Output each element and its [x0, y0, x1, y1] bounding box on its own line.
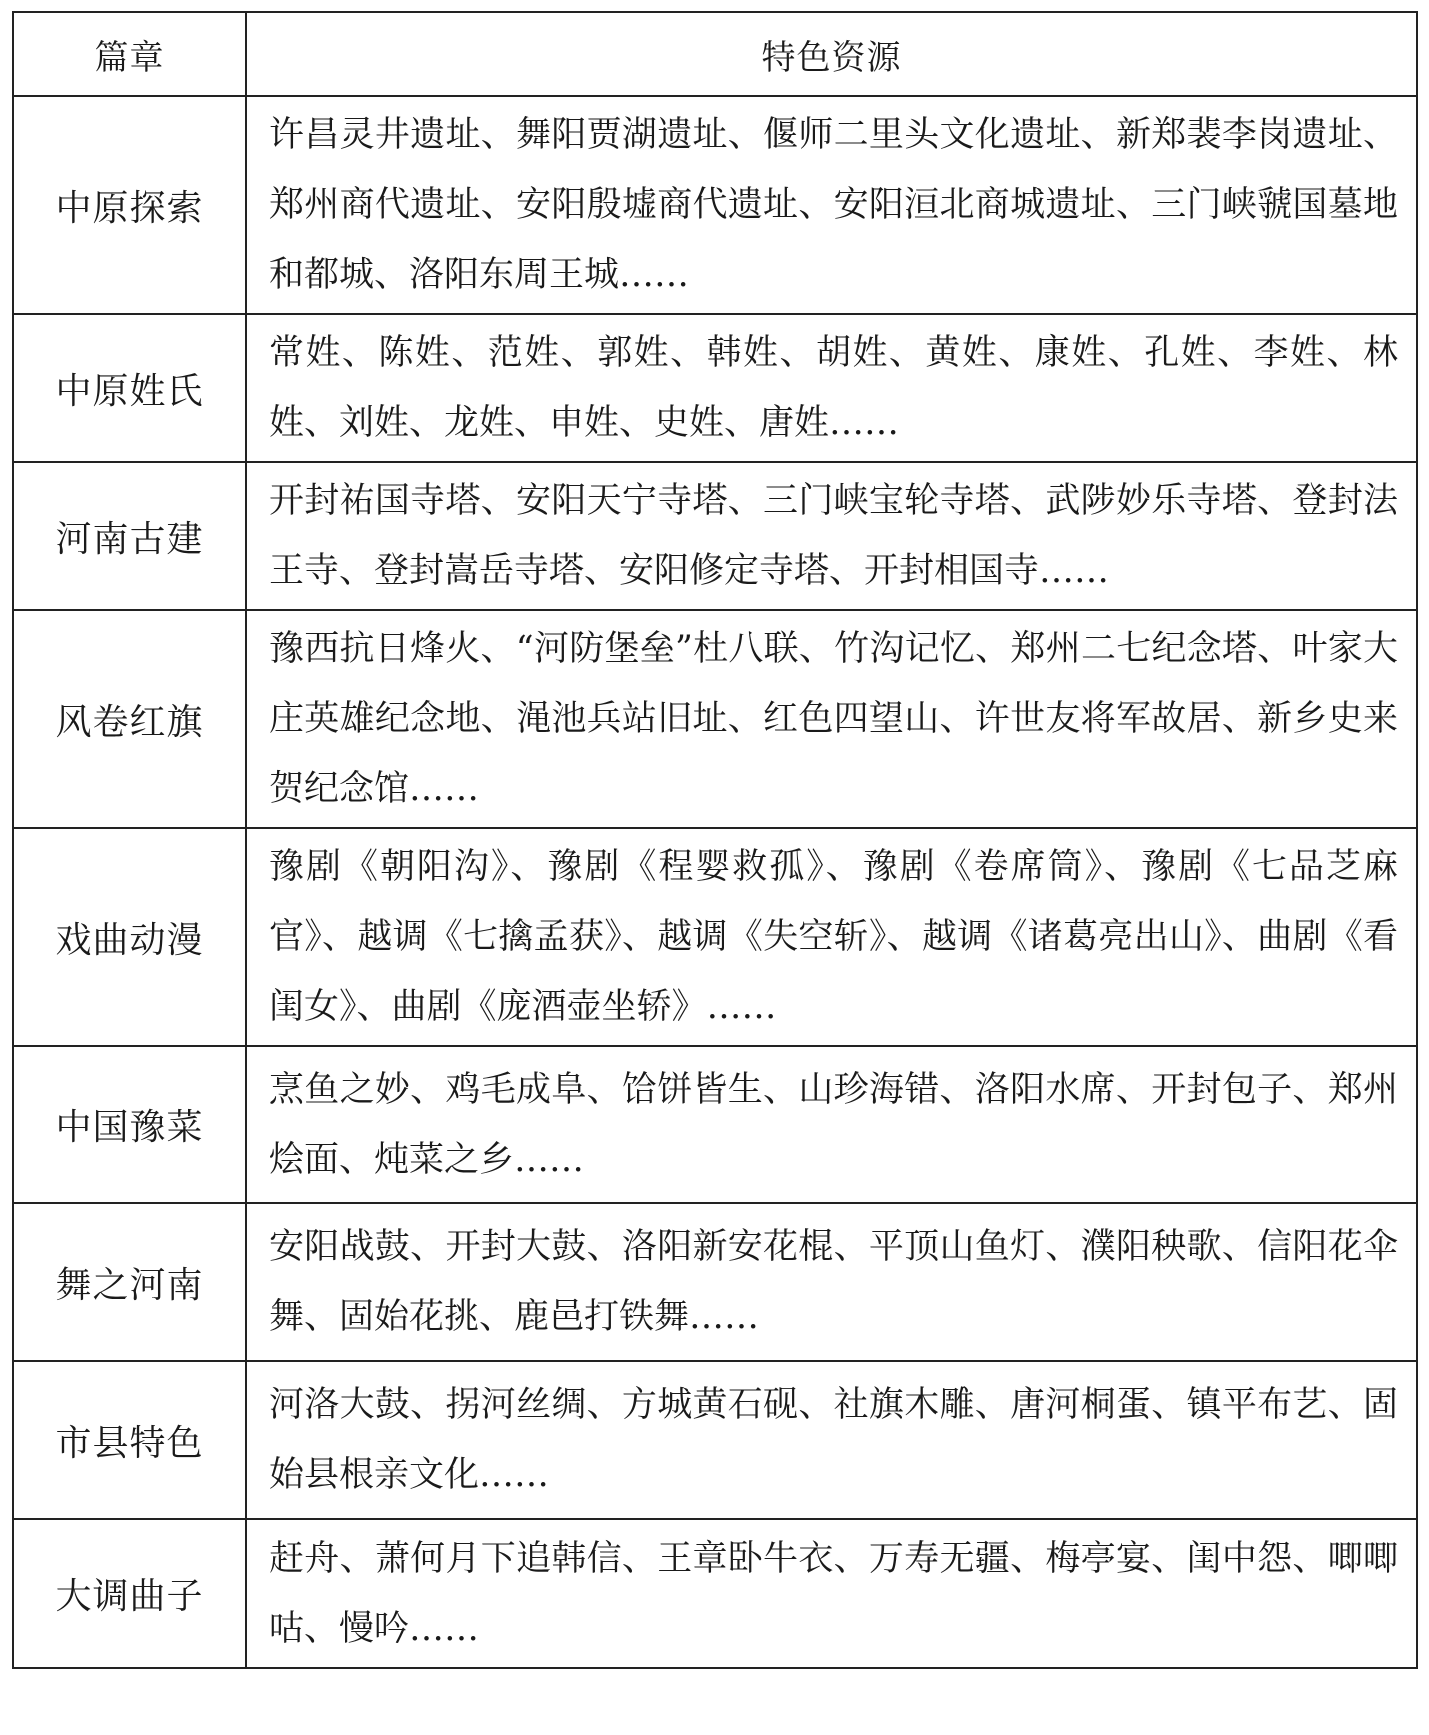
resource-cell: 河洛大鼓、拐河丝绸、方城黄石砚、社旗木雕、唐河桐蛋、镇平布艺、固始县根亲文化…… — [246, 1361, 1417, 1519]
header-resources: 特色资源 — [246, 12, 1417, 96]
table-row — [13, 1046, 1417, 1203]
table-row — [13, 610, 1417, 828]
chapter-cell: 大调曲子 — [13, 1519, 246, 1668]
chapter-cell: 中原探索 — [13, 96, 246, 314]
table-row — [13, 462, 1417, 610]
chapter-cell: 戏曲动漫 — [13, 828, 246, 1046]
chapter-cell: 河南古建 — [13, 462, 246, 610]
chapter-cell: 市县特色 — [13, 1361, 246, 1519]
table-row — [13, 1519, 1417, 1668]
table-row — [13, 1361, 1417, 1519]
table-row — [13, 828, 1417, 1046]
resource-cell: 开封祐国寺塔、安阳天宁寺塔、三门峡宝轮寺塔、武陟妙乐寺塔、登封法王寺、登封嵩岳寺塔、安阳修定寺塔、开封相国寺…… — [246, 462, 1417, 610]
resource-cell: 赶舟、萧何月下追韩信、王章卧牛衣、万寿无疆、梅亭宴、闺中怨、唧唧咕、慢吟…… — [246, 1519, 1417, 1668]
chapter-cell: 中国豫菜 — [13, 1046, 246, 1203]
resource-cell: 许昌灵井遗址、舞阳贾湖遗址、偃师二里头文化遗址、新郑裴李岗遗址、郑州商代遗址、安阳殷墟商代遗址、安阳洹北商城遗址、三门峡虢国墓地和都城、洛阳东周王城…… — [246, 96, 1417, 314]
chapter-cell: 舞之河南 — [13, 1203, 246, 1361]
resource-table — [12, 11, 1418, 1669]
resource-cell: 烹鱼之妙、鸡毛成阜、饸饼皆生、山珍海错、洛阳水席、开封包子、郑州烩面、炖菜之乡…… — [246, 1046, 1417, 1203]
resource-cell: 常姓、陈姓、范姓、郭姓、韩姓、胡姓、黄姓、康姓、孔姓、李姓、林姓、刘姓、龙姓、申姓、史姓、唐姓…… — [246, 314, 1417, 462]
chapter-cell: 中原姓氏 — [13, 314, 246, 462]
resource-cell: 豫剧《朝阳沟》、豫剧《程婴救孤》、豫剧《卷席筒》、豫剧《七品芝麻官》、越调《七擒孟获》、越调《失空斩》、越调《诸葛亮出山》、曲剧《看闺女》、曲剧《庞酒壶坐轿》…… — [246, 828, 1417, 1046]
table-header-row — [13, 12, 1417, 96]
table-row — [13, 1203, 1417, 1361]
resource-cell: 安阳战鼓、开封大鼓、洛阳新安花棍、平顶山鱼灯、濮阳秧歌、信阳花伞舞、固始花挑、鹿邑打铁舞…… — [246, 1203, 1417, 1361]
resource-cell: 豫西抗日烽火、“河防堡垒”杜八联、竹沟记忆、郑州二七纪念塔、叶家大庄英雄纪念地、渑池兵站旧址、红色四望山、许世友将军故居、新乡史来贺纪念馆…… — [246, 610, 1417, 828]
table-row — [13, 96, 1417, 314]
header-chapter: 篇章 — [13, 12, 246, 96]
table-row — [13, 314, 1417, 462]
chapter-cell: 风卷红旗 — [13, 610, 246, 828]
